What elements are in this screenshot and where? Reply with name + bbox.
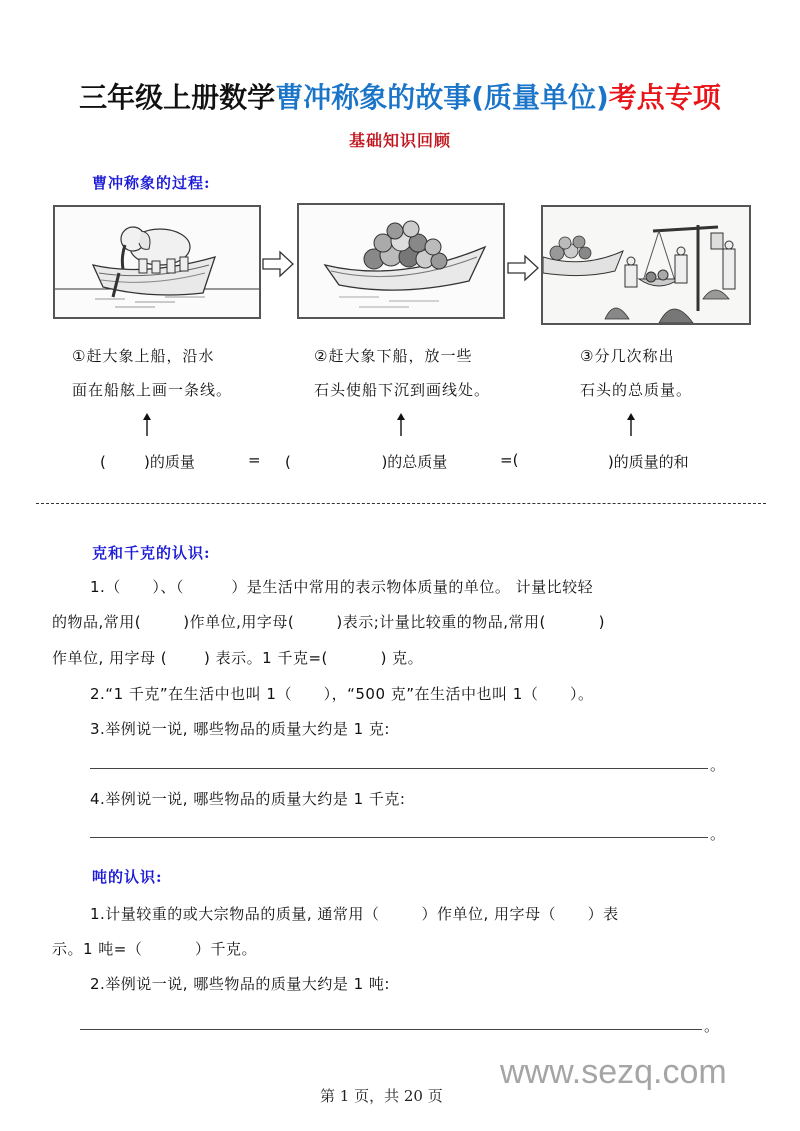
gram-q1-line-2: 的物品,常用( )作单位,用字母( )表示;计量比较重的物品,常用( ): [52, 613, 605, 631]
up-arrow-icon-2: [396, 412, 406, 440]
gram-q1-line-3: 作单位, 用字母 ( ) 表示。1 千克=( ) 克。: [52, 649, 424, 667]
step-1-line-2: 面在船舷上画一条线。: [72, 381, 233, 399]
title-grade: 三年级上册数学: [79, 81, 276, 114]
title-suffix: 考点专项: [608, 81, 721, 114]
ton-q1-line-1: 1.计量较重的或大宗物品的质量, 通常用（ ）作单位, 用字母（ ）表: [90, 905, 619, 923]
step-3-line-1: ③分几次称出: [580, 347, 675, 365]
ton-q1-line-2: 示。1 吨=（ ）千克。: [52, 940, 258, 958]
gram-q2: 2.“1 千克”在生活中也叫 1（ ），“500 克”在生活中也叫 1（ ）。: [90, 685, 594, 703]
process-heading: 曹冲称象的过程:: [92, 174, 211, 192]
ton-heading: 吨的认识:: [92, 868, 163, 886]
ton-q2: 2.举例说一说, 哪些物品的质量大约是 1 吨:: [90, 975, 390, 993]
gram-q4-period: 。: [710, 825, 726, 843]
arrow-right-icon-1: [262, 250, 294, 282]
gram-q1-line-1: 1.（ ）、（ ）是生活中常用的表示物体质量的单位。 计量比较轻: [90, 578, 594, 596]
step-1-line-1: ①赶大象上船，沿水: [72, 347, 215, 365]
equation-equals-2: =(: [500, 451, 519, 469]
gram-q3-answer-line[interactable]: [90, 768, 708, 769]
ton-q2-answer-line[interactable]: [80, 1029, 702, 1030]
watermark: www.sezq.com: [500, 1053, 727, 1091]
step-2-line-1: ②赶大象下船，放一些: [314, 347, 473, 365]
equation-stones-total: ( )的总质量: [285, 453, 448, 471]
elephant-boat-icon: [55, 207, 259, 317]
up-arrow-icon-1: [142, 412, 152, 440]
arrow-right-icon-2: [507, 254, 539, 286]
equation-equals-1: =: [248, 451, 261, 469]
gram-q4-answer-line[interactable]: [90, 837, 708, 838]
page-subtitle: 基础知识回顾: [348, 131, 451, 150]
ton-q2-period: 。: [704, 1017, 720, 1035]
elephant-on-boat-image: [53, 205, 261, 319]
gram-q4: 4.举例说一说, 哪些物品的质量大约是 1 千克:: [90, 790, 406, 808]
page-title: [0, 76, 800, 116]
stones-on-boat-image: [297, 203, 505, 319]
gram-q3: 3.举例说一说, 哪些物品的质量大约是 1 克:: [90, 720, 390, 738]
stones-boat-icon: [299, 205, 503, 317]
equation-sum-of-masses: )的质量的和: [522, 453, 689, 471]
step-2-line-2: 石头使船下沉到画线处。: [314, 381, 491, 399]
gram-q3-period: 。: [710, 756, 726, 774]
equation-elephant-mass: ( )的质量: [100, 453, 195, 471]
step-3-line-2: 石头的总质量。: [580, 381, 693, 399]
gram-kilogram-heading: 克和千克的认识:: [92, 544, 211, 562]
weighing-stones-image: [541, 205, 751, 325]
weighing-scene-icon: [543, 207, 749, 323]
dashed-divider: [36, 503, 766, 504]
up-arrow-icon-3: [626, 412, 636, 440]
title-topic: 曹冲称象的故事(质量单位): [275, 81, 609, 114]
page-number: 第 1 页，共 20 页: [320, 1087, 443, 1105]
